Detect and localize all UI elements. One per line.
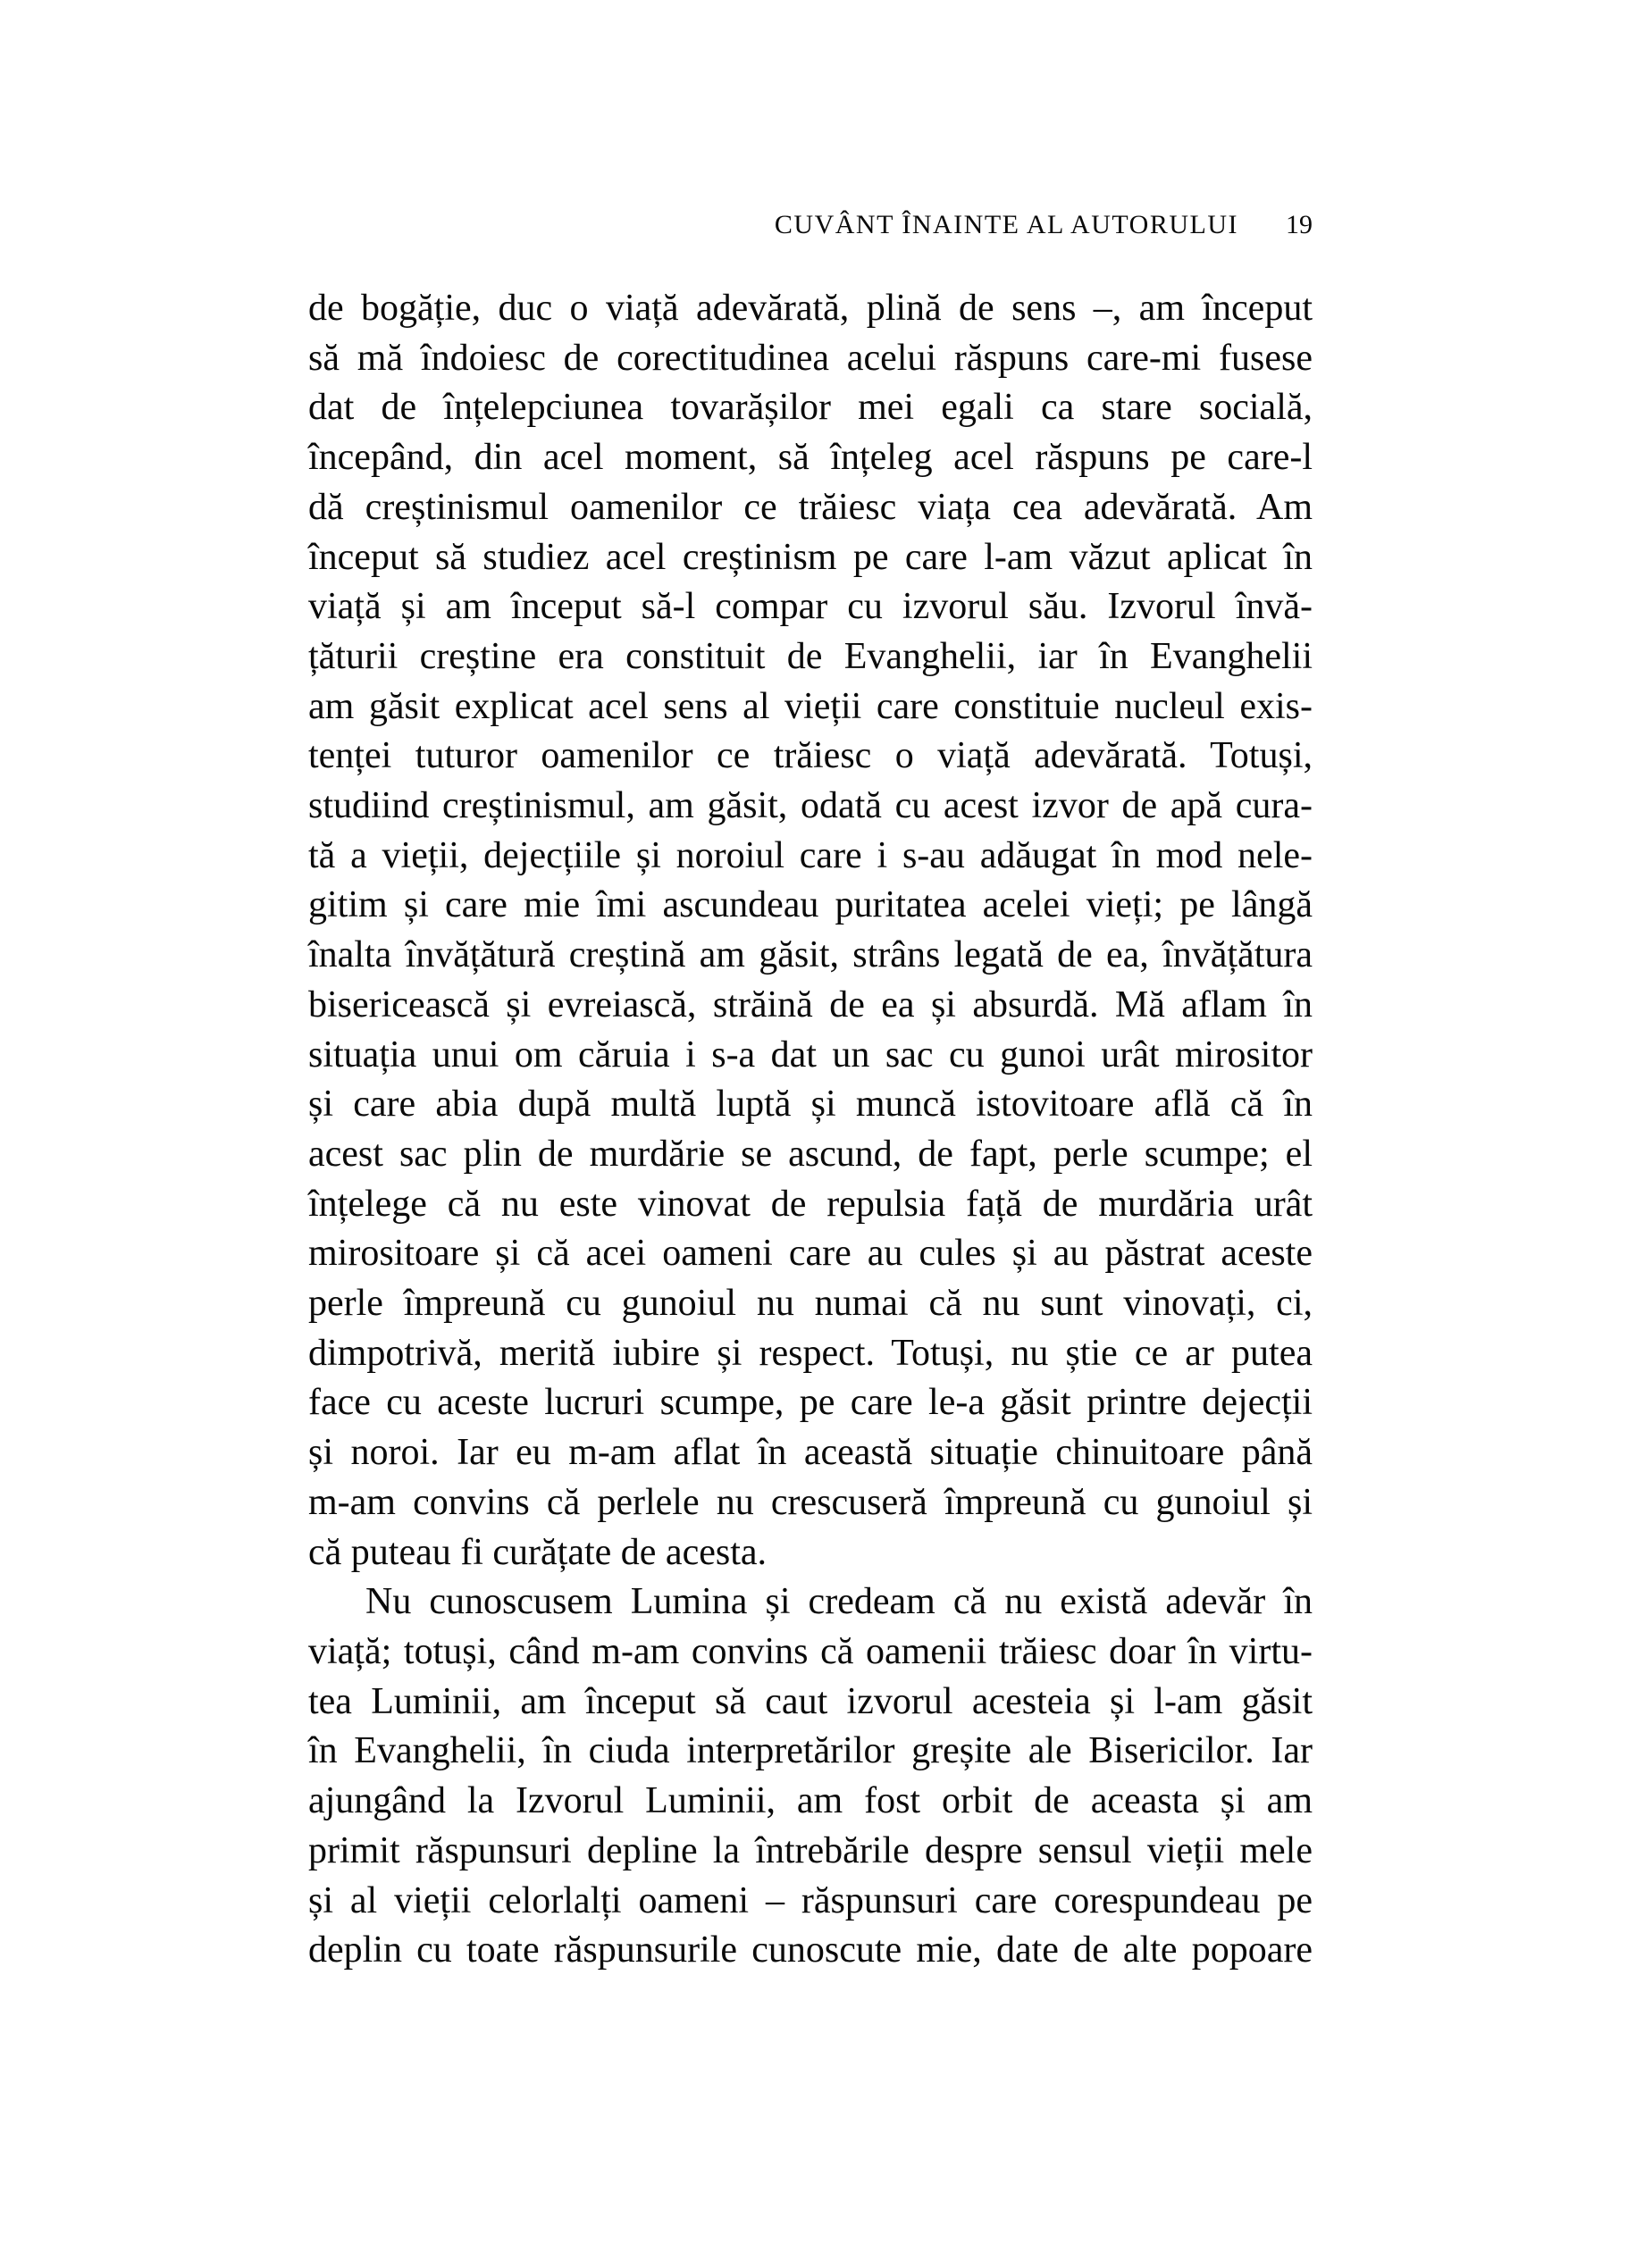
text-line: viață și am început să-l compar cu izvorul său. Izvorul învă- bbox=[308, 586, 1313, 628]
text-line: perle împreună cu gunoiul nu numai că nu sunt vinovați, ci, bbox=[308, 1283, 1313, 1325]
text-line: țăturii creștine era constituit de Evanghelii, iar în Evanghelii bbox=[308, 635, 1313, 677]
text-line: situația unui om căruia i s-a dat un sac cu gunoi urât mirositor bbox=[308, 1034, 1313, 1075]
text-line: studiind creștinismul, am găsit, odată cu acest izvor de apă cura- bbox=[308, 785, 1313, 827]
running-header-title: CUVÂNT ÎNAINTE AL AUTORULUI bbox=[774, 210, 1238, 239]
text-line: deplin cu toate răspunsurile cunoscute mie, date de alte popoare bbox=[308, 1929, 1313, 1971]
text-line: și care abia după multă luptă și muncă istovitoare află că în bbox=[308, 1084, 1313, 1126]
text-line: am găsit explicat acel sens al vieții care constituie nucleul exis- bbox=[308, 685, 1313, 727]
text-line: mirositoare și că acei oameni care au cules și au păstrat aceste bbox=[308, 1233, 1313, 1275]
text-line: înalta învățătură creștină am găsit, strâns legată de ea, învățătura bbox=[308, 934, 1313, 976]
text-line: dimpotrivă, merită iubire și respect. Totuși, nu știe ce ar putea bbox=[308, 1332, 1313, 1374]
paragraph bbox=[308, 284, 1313, 1578]
text-line: și al vieții celorlalți oameni – răspunsuri care corespundeau pe bbox=[308, 1879, 1313, 1921]
text-line: tea Luminii, am început să caut izvorul acesteia și l-am găsit bbox=[308, 1680, 1313, 1722]
text-line: primit răspunsuri depline la întrebările despre sensul vieții mele bbox=[308, 1829, 1313, 1871]
text-line: înțelege că nu este vinovat de repulsia față de murdăria urât bbox=[308, 1183, 1313, 1225]
text-line: de bogăție, duc o viață adevărată, plină de sens –, am început bbox=[308, 288, 1313, 329]
page-number: 19 bbox=[1286, 210, 1313, 239]
text-line: în Evanghelii, în ciuda interpretărilor greșite ale Bisericilor. Iar bbox=[308, 1730, 1313, 1772]
text-line: să mă îndoiesc de corectitudinea acelui răspuns care-mi fusese bbox=[308, 337, 1313, 379]
text-line: dat de înțelepciunea tovarășilor mei egali ca stare socială, bbox=[308, 387, 1313, 429]
text-line: și noroi. Iar eu m-am aflat în această situație chinuitoare până bbox=[308, 1432, 1313, 1474]
text-line: tă a vieții, dejecțiile și noroiul care i s-au adăugat în mod nele- bbox=[308, 834, 1313, 876]
text-line: ajungând la Izvorul Luminii, am fost orbit de aceasta și am bbox=[308, 1780, 1313, 1822]
text-line: face cu aceste lucruri scumpe, pe care le-a găsit printre dejecții bbox=[308, 1382, 1313, 1424]
text-line: că puteau fi curățate de acesta. bbox=[308, 1531, 768, 1573]
text-line: acest sac plin de murdărie se ascund, de fapt, perle scumpe; el bbox=[308, 1133, 1313, 1175]
text-line: tenței tuturor oamenilor ce trăiesc o viață adevărată. Totuși, bbox=[308, 735, 1313, 777]
text-line: m-am convins că perlele nu crescuseră împreună cu gunoiul și bbox=[308, 1481, 1313, 1523]
text-line: bisericească și evreiască, străină de ea și absurdă. Mă aflam în bbox=[308, 983, 1313, 1025]
text-line: început să studiez acel creștinism pe care l-am văzut aplicat în bbox=[308, 536, 1313, 578]
text-line: Nu cunoscusem Lumina și credeam că nu există adevăr în bbox=[365, 1581, 1313, 1623]
text-line: viață; totuși, când m-am convins că oamenii trăiesc doar în virtu- bbox=[308, 1630, 1313, 1672]
text-line: începând, din acel moment, să înțeleg acel răspuns pe care-l bbox=[308, 437, 1313, 479]
running-header bbox=[308, 209, 1313, 241]
text-line: dă creștinismul oamenilor ce trăiesc viața cea adevărată. Am bbox=[308, 486, 1313, 528]
text-block bbox=[308, 284, 1313, 1976]
text-line: gitim și care mie îmi ascundeau puritatea acelei vieți; pe lângă bbox=[308, 884, 1313, 926]
paragraph bbox=[308, 1578, 1313, 1976]
